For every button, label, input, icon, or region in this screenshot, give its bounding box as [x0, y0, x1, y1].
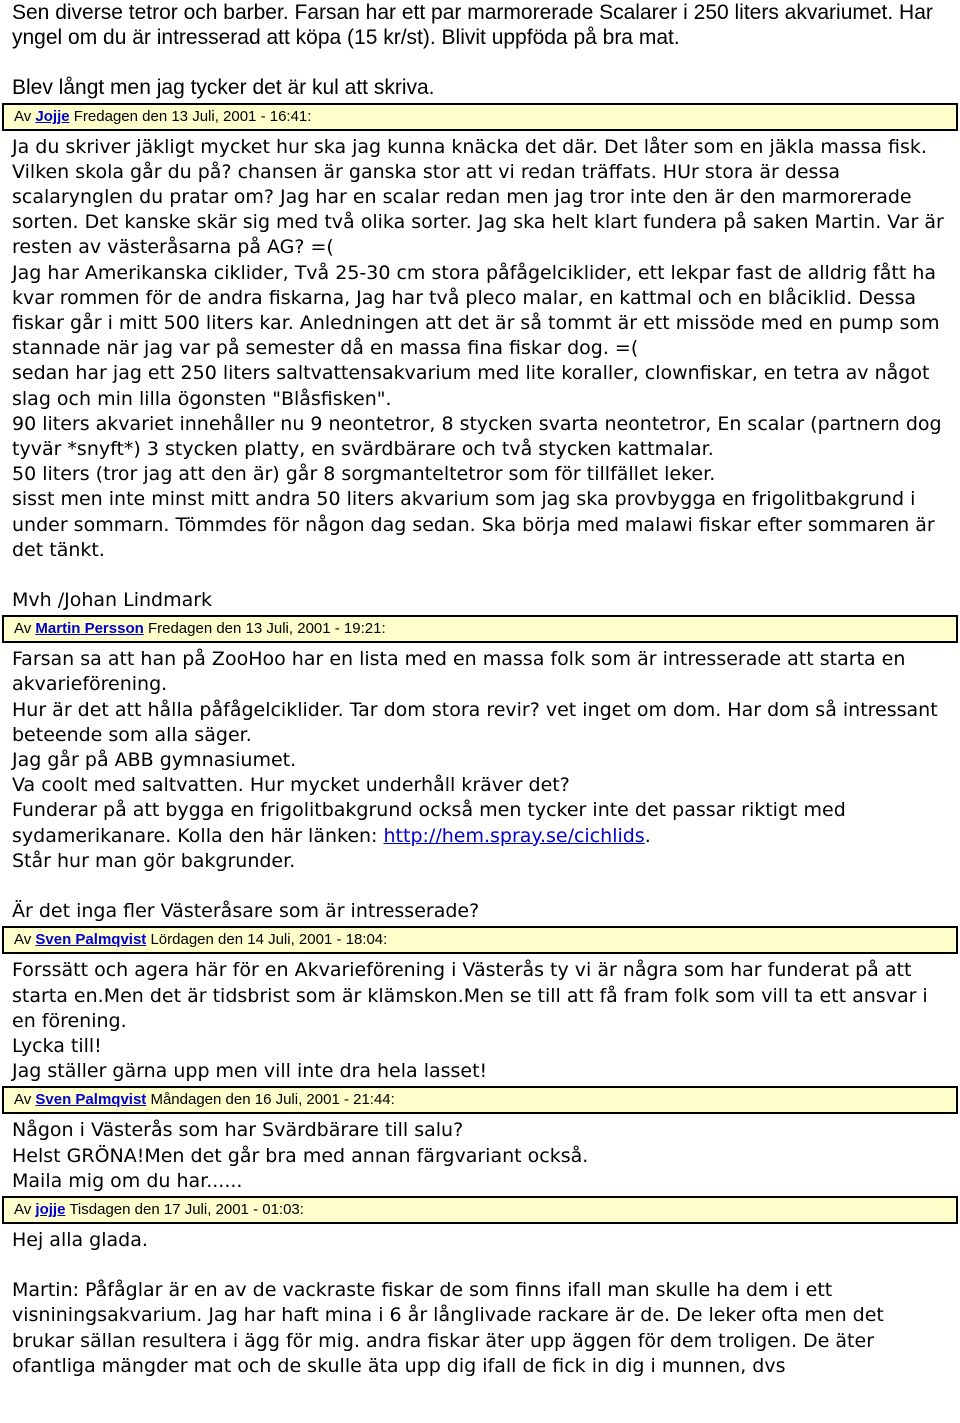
post-author-link[interactable]: jojje [35, 1200, 66, 1218]
post-body [12, 958, 948, 1084]
post-body [12, 1228, 948, 1379]
intro-text [12, 0, 948, 101]
post-author-prefix: Av [14, 107, 32, 125]
post-paragraph: Forssätt och agera här för en Akvarieförening i Västerås ty vi är några som har funderat på att starta en.Men det är tidsbrist som är klämskon.Men se till att få fram folk som vill ta ett ansvar i en förening. [12, 959, 928, 1032]
post-author-prefix: Av [14, 620, 32, 638]
post-header [2, 1196, 958, 1224]
post-author-prefix: Av [14, 1091, 32, 1109]
post-author-prefix: Av [14, 931, 32, 949]
post-text: Funderar på att bygga en frigolitbakgrund också men tycker inte det passar riktigt med sydamerikanare. Kolla den här länken: [12, 799, 846, 847]
post-paragraph: Martin: Påfåglar är en av de vackraste fiskar de som finns ifall man skulle ha dem i ett visniningsakvarium. Jag har haft mina i 6 år långlivade rackare är de. De leker ofta men det brukar sällan resultera i ägg för mig. andra fiskar äter upp äggen för dem troligen. De äter ofantliga mängder mat och de skulle äta upp dig ifall de fick in dig i munnen, dvs [12, 1279, 884, 1377]
post-date: Måndagen den 16 Juli, 2001 - 21:44: [150, 1091, 395, 1109]
post-spacer [12, 1253, 948, 1278]
post-paragraph: Hur är det att hålla påfågelciklider. Tar dom stora revir? vet inget om dom. Har dom så intressant beteende som alla säger. [12, 698, 938, 746]
intro-paragraph: Blev långt men jag tycker det är kul att skriva. [12, 76, 435, 100]
post-paragraph: Lycka till! [12, 1034, 102, 1057]
post-paragraph: Maila mig om du har...... [12, 1169, 243, 1192]
post-author-link[interactable]: Sven Palmqvist [35, 931, 147, 949]
post-paragraph: Jag går på ABB gymnasiumet. [12, 749, 297, 772]
post-paragraph: Jag ställer gärna upp men vill inte dra hela lasset! [12, 1060, 488, 1083]
post-paragraph: Är det inga fler Västeråsare som är intresserade? [12, 900, 480, 923]
post-paragraph: Jag har Amerikanska ciklider, Två 25-30 cm stora påfågelciklider, ett lekpar fast de alldrig fått ha kvar rommen för de andra fiskarna, Jag har två pleco malar, en kattmal och en blåciklid. Dessa fiskar går i mitt 500 liters kar. Anledningen att det är så tommt är ett missöde med en pump som stannade när jag var på semester då en massa fina fiskar dog. =( [12, 261, 940, 360]
post-header [2, 615, 958, 643]
post-paragraph: 90 liters akvariet innehåller nu 9 neontetror, 8 stycken svarta neontetror, En scalar (partnern dog tyvär *snyft*) 3 stycken platty, en svärdbärare och två stycken kattmalar. [12, 412, 942, 461]
post-spacer [12, 874, 948, 899]
post-paragraph: sedan har jag ett 250 liters saltvattensakvarium med lite koraller, clownfiskar, en tetra av något slag och min lilla ögonsten "Blåsfisken". [12, 362, 930, 410]
post-author-link[interactable]: Sven Palmqvist [35, 1091, 147, 1109]
post-date: Lördagen den 14 Juli, 2001 - 18:04: [150, 931, 388, 949]
post-text: . [644, 824, 651, 847]
post-paragraph: Farsan sa att han på ZooHoo har en lista med en massa folk som är intresserade att starta en akvarieförening. [12, 648, 906, 696]
post-paragraph: sisst men inte minst mitt andra 50 liters akvarium som jag ska provbygga en frigolitbakgrund i under sommarn. Tömmdes för någon dag sedan. Ska börja med malawi fiskar efter sommaren är det tänkt. [12, 488, 935, 561]
post-paragraph: Ja du skriver jäkligt mycket hur ska jag kunna knäcka det där. Det låter som en jäkla massa fisk. Vilken skola går du på? chansen är ganska stor att vi redan träffats. HUr stora är dessa scalarynglen du pratar om? Jag har en scalar redan men jag tror inte den är den marmorerade sorten. Det kanske skär sig med två olika sorter. Jag ska helt klart fundera på saken Martin. Var är resten av västeråsarna på AG? =( [12, 135, 944, 259]
post-paragraph: Någon i Västerås som har Svärdbärare till salu? [12, 1119, 464, 1142]
post-header [2, 926, 958, 954]
post-spacer [12, 563, 948, 588]
post-author-link[interactable]: Jojje [35, 107, 70, 125]
cichlids-link[interactable]: http://hem.spray.se/cichlids [383, 824, 645, 847]
post-body [12, 1118, 948, 1194]
intro-paragraph: Sen diverse tetror och barber. Farsan har ett par marmorerade Scalarer i 250 liters akvariumet. Har yngel om du är intresserad att köpa (15 kr/st). Blivit uppföda på bra mat. [12, 1, 933, 50]
post-paragraph [12, 798, 948, 848]
post-date: Fredagen den 13 Juli, 2001 - 19:21: [147, 620, 386, 638]
post-header [2, 1086, 958, 1114]
post-signature: Mvh /Johan Lindmark [12, 589, 213, 612]
intro-spacer [12, 50, 948, 75]
post-author-prefix: Av [14, 1200, 32, 1218]
post-date: Fredagen den 13 Juli, 2001 - 16:41: [73, 107, 312, 125]
post-body [12, 647, 948, 924]
post-body [12, 135, 948, 614]
post-header [2, 103, 958, 131]
post-paragraph: Hej alla glada. [12, 1228, 148, 1251]
post-paragraph: Helst GRÖNA!Men det går bra med annan färgvariant också. [12, 1144, 589, 1167]
post-paragraph: Står hur man gör bakgrunder. [12, 849, 296, 872]
post-date: Tisdagen den 17 Juli, 2001 - 01:03: [69, 1200, 304, 1218]
post-author-link[interactable]: Martin Persson [35, 620, 144, 638]
post-paragraph: 50 liters (tror jag att den är) går 8 sorgmanteltetror som för tillfället leker. [12, 463, 716, 486]
post-paragraph: Va coolt med saltvatten. Hur mycket underhåll kräver det? [12, 774, 570, 797]
